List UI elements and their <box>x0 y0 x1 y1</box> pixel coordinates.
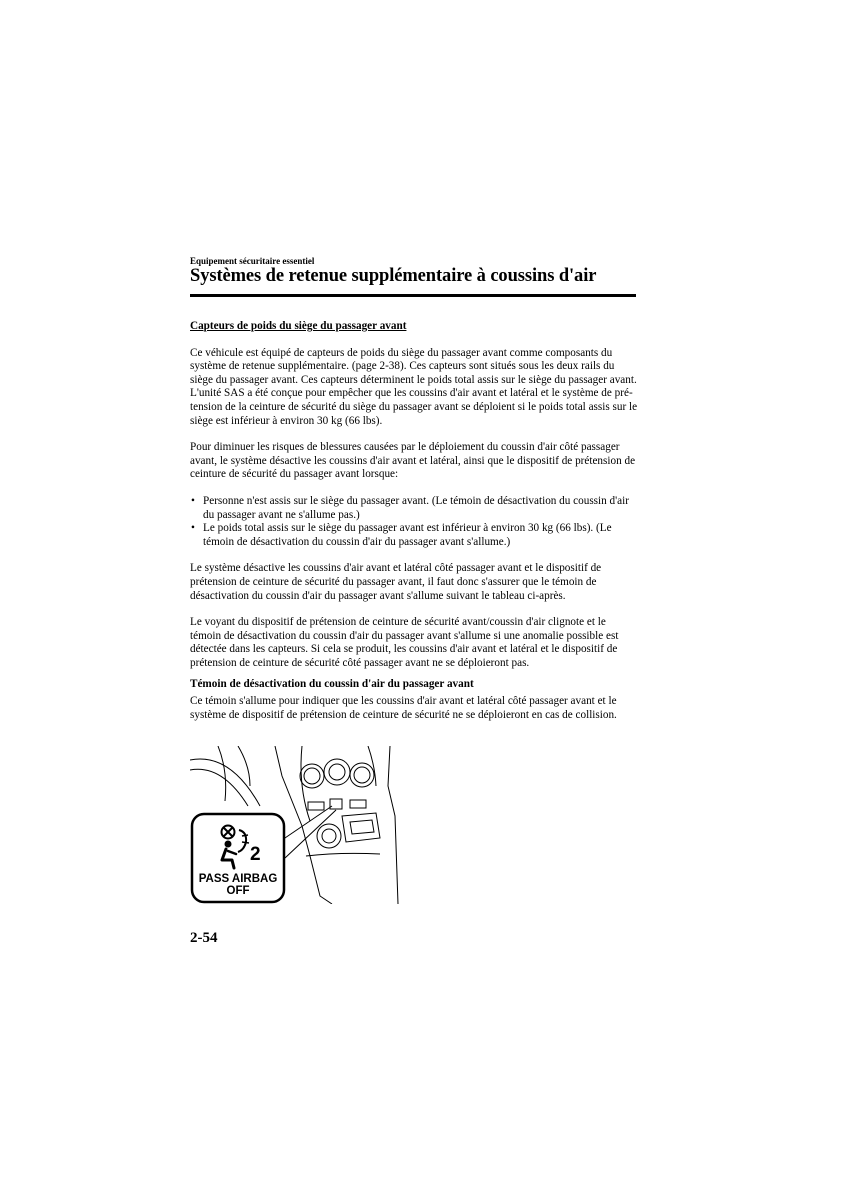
dashboard-illustration <box>190 746 402 904</box>
indicator-label-line1: PASS AIRBAG <box>198 873 278 885</box>
paragraph-deactivation-conditions: Pour diminuer les risques de blessures causées par le déploiement du coussin d'air côté passager avant, le système désactive les coussins d'air avant et latéral, ainsi que le dispositif de prétension de ceinture de sécurité du passager avant lorsque: <box>190 441 636 481</box>
page-title: Systèmes de retenue supplémentaire à coussins d'air <box>190 266 597 286</box>
title-divider <box>190 294 636 297</box>
section-label: Equipement sécuritaire essentiel <box>190 256 315 266</box>
paragraph-indicator-description: Ce témoin s'allume pour indiquer que les coussins d'air avant et latéral côté passager avant et le système de dispositif de prétension de ceinture de sécurité ne se déploieront en cas de collision. <box>190 695 617 721</box>
paragraph-malfunction: Le voyant du dispositif de prétension de ceinture de sécurité avant/coussin d'air clignote et le témoin de désactivation du coussin d'air du passager avant s'allume si une anomalie possible est détectée dans les capteurs. Si cela se produit, les coussins d'air avant et latéral et le dispositif de prétension de ceinture de sécurité côté passager avant ne se déploieront pas. <box>190 616 619 669</box>
list-item: • Personne n'est assis sur le siège du passager avant. (Le témoin de désactivation du coussin d'air du passager avant ne s'allume pas.) <box>191 494 629 521</box>
bullet-icon: • <box>191 522 195 535</box>
main-content <box>190 320 638 735</box>
list-item: • Le poids total assis sur le siège du passager avant est inférieur à environ 30 kg (66 lbs). (Le témoin de désactivation du coussin d'air du passager avant s'allume.) <box>191 522 612 548</box>
subsection-heading-weight-sensors: Capteurs de poids du siège du passager avant <box>190 320 407 332</box>
subsection-heading-indicator: Témoin de désactivation du coussin d'air du passager avant <box>190 678 474 691</box>
condition-list <box>190 495 638 549</box>
indicator-number: 2 <box>250 844 261 865</box>
indicator-label-line2: OFF <box>226 885 250 897</box>
bullet-icon: • <box>191 494 195 507</box>
paragraph-check-indicator: Le système désactive les coussins d'air avant et latéral côté passager avant et le dispositif de prétension de ceinture de sécurité du passager avant, il faut donc s'assurer que le témoin de désactivation du coussin d'air du passager avant s'allume suivant le tableau ci-après. <box>190 562 602 602</box>
page-number: 2-54 <box>190 930 218 946</box>
passenger-airbag-off-indicator <box>192 814 284 902</box>
paragraph-sensors-intro: Ce véhicule est équipé de capteurs de poids du siège du passager avant comme composants du système de retenue supplémentaire. (page 2-38). Ces capteurs sont situés sous les deux rails du siège du passager avant. Ces capteurs déterminent le poids total assis sur le siège du passager avant. L'unité SAS a été conçue pour empêcher que les coussins d'air avant et latéral et le système de pré-tension de la ceinture de sécurité du siège du passager avant se déploient si le poids total assis sur le siège est inférieur à environ 30 kg (66 lbs). <box>190 346 638 427</box>
dashboard-drawing <box>190 746 402 904</box>
